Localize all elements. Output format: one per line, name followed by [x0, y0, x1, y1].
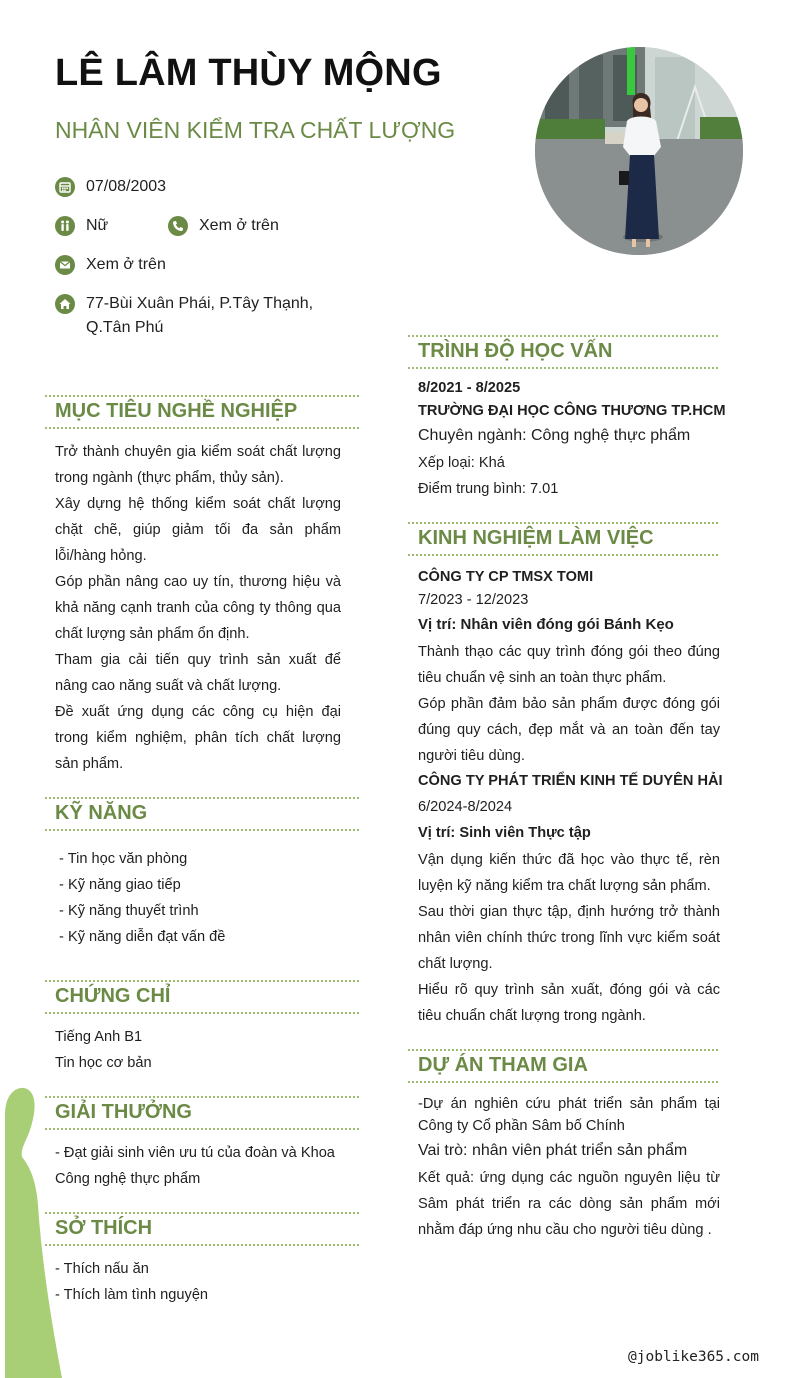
- job-role: Vị trí: Sinh viên Thực tập: [418, 825, 591, 841]
- phone-value: Xem ở trên: [199, 217, 279, 234]
- skill-item: - Kỹ năng giao tiếp: [55, 877, 181, 893]
- job-detail-item: Thành thạo các quy trình đóng gói theo đúng tiêu chuẩn vệ sinh an toàn thực phẩm.: [418, 644, 720, 686]
- gender-icon: [55, 216, 75, 236]
- skills-heading: KỸ NĂNG: [45, 797, 359, 831]
- job-details: [418, 847, 720, 1029]
- job-period: 7/2023 - 12/2023: [418, 592, 529, 608]
- certificate-item: Tin học cơ bản: [55, 1055, 152, 1071]
- job-detail-item: Hiểu rõ quy trình sản xuất, đóng gói và các tiêu chuẩn chất lượng trong ngành.: [418, 982, 720, 1024]
- email-row: [55, 253, 166, 277]
- phone-row: [168, 214, 279, 238]
- footer-watermark: @joblike365.com: [628, 1349, 759, 1365]
- skill-item: - Tin học văn phòng: [55, 851, 188, 867]
- certificates-list: [55, 1024, 152, 1076]
- education-school: TRƯỜNG ĐẠI HỌC CÔNG THƯƠNG TP.HCM: [418, 403, 726, 419]
- skill-item: - Kỹ năng diễn đạt vấn đề: [55, 929, 226, 945]
- job-detail-item: Vận dụng kiến thức đã học vào thực tế, rèn luyện kỹ năng kiểm tra chất lượng sản phẩm.: [418, 852, 720, 894]
- objective-item: Đề xuất ứng dụng các công cụ hiện đại trong kiểm nghiệm, phân tích chất lượng sản phẩm.: [55, 704, 341, 772]
- awards-heading: GIẢI THƯỞNG: [45, 1096, 359, 1130]
- objective-item: Trở thành chuyên gia kiểm soát chất lượng trong ngành (thực phẩm, thủy sản).: [55, 444, 341, 486]
- job-details: [418, 639, 720, 769]
- hobbies-heading: SỞ THÍCH: [45, 1212, 359, 1246]
- email-icon: [55, 255, 75, 275]
- awards-text: - Đạt giải sinh viên ưu tú của đoàn và Khoa Công nghệ thực phẩm: [55, 1145, 335, 1187]
- objective-heading: MỤC TIÊU NGHỀ NGHIỆP: [45, 395, 359, 429]
- address-row: [55, 292, 313, 340]
- home-icon: [55, 294, 75, 314]
- projects-heading: DỰ ÁN THAM GIA: [408, 1049, 718, 1083]
- education-major: Chuyên ngành: Công nghệ thực phẩm: [418, 427, 691, 444]
- hobbies-list: [55, 1256, 208, 1308]
- hobby-item: - Thích nấu ăn: [55, 1261, 149, 1277]
- job-title: NHÂN VIÊN KIỂM TRA CHẤT LƯỢNG: [55, 117, 456, 143]
- project-result: Kết quả: ứng dụng các nguồn nguyên liệu từ Sâm phát triển ra các dòng sản phẩm mới nhằm đáp ứng nhu cầu cho người tiêu dùng .: [418, 1170, 720, 1238]
- address-line-1: 77-Bùi Xuân Phái, P.Tây Thạnh,: [86, 295, 314, 312]
- profile-photo: [535, 47, 743, 255]
- experience-heading: KINH NGHIỆM LÀM VIỆC: [408, 522, 718, 556]
- project-role: Vai trò: nhân viên phát triển sản phẩm: [418, 1142, 688, 1159]
- objective-item: Xây dựng hệ thống kiểm soát chất lượng chặt chẽ, giúp giảm tối đa sản phẩm lỗi/hàng hỏng.: [55, 496, 341, 564]
- job-period: 6/2024-8/2024: [418, 799, 513, 815]
- skills-list: [55, 846, 225, 950]
- certificate-item: Tiếng Anh B1: [55, 1029, 143, 1045]
- hobby-item: - Thích làm tình nguyện: [55, 1287, 209, 1303]
- calendar-icon: [55, 177, 75, 197]
- phone-icon: [168, 216, 188, 236]
- gender-value: Nữ: [86, 217, 109, 234]
- education-period: 8/2021 - 8/2025: [418, 380, 521, 396]
- gender-row: [55, 214, 108, 238]
- education-rank: Xếp loại: Khá: [418, 455, 505, 471]
- job-company: CÔNG TY PHÁT TRIỂN KINH TẾ DUYÊN HẢI: [418, 773, 723, 789]
- job-detail-item: Sau thời gian thực tập, định hướng trở thành nhân viên chính thức trong lĩnh vực kiểm soát chất lượng.: [418, 904, 720, 972]
- email-value: Xem ở trên: [86, 256, 166, 273]
- education-heading: TRÌNH ĐỘ HỌC VẤN: [408, 335, 718, 369]
- job-detail-item: Góp phần đảm bảo sản phẩm được đóng gói đúng quy cách, đẹp mắt và an toàn đến tay người tiêu dùng.: [418, 696, 720, 764]
- job-role: Vị trí: Nhân viên đóng gói Bánh Kẹo: [418, 616, 674, 633]
- birthday-value: 07/08/2003: [86, 178, 167, 195]
- objective-item: Tham gia cải tiến quy trình sản xuất để nâng cao năng suất và chất lượng.: [55, 652, 341, 694]
- education-gpa: Điểm trung bình: 7.01: [418, 481, 559, 497]
- birthday-row: [55, 175, 166, 199]
- project-name: -Dự án nghiên cứu phát triển sản phẩm tại Công ty Cổ phần Sâm bố Chính: [418, 1096, 720, 1134]
- skill-item: - Kỹ năng thuyết trình: [55, 903, 199, 919]
- objective-list: [55, 439, 341, 777]
- candidate-name: LÊ LÂM THÙY MỘNG: [55, 52, 442, 94]
- certificates-heading: CHỨNG CHỈ: [45, 980, 359, 1014]
- job-company: CÔNG TY CP TMSX TOMI: [418, 569, 594, 585]
- objective-item: Góp phần nâng cao uy tín, thương hiệu và khả năng cạnh tranh của công ty thông qua chất lượng sản phẩm ổn định.: [55, 574, 341, 642]
- address-line-2: Q.Tân Phú: [86, 319, 164, 336]
